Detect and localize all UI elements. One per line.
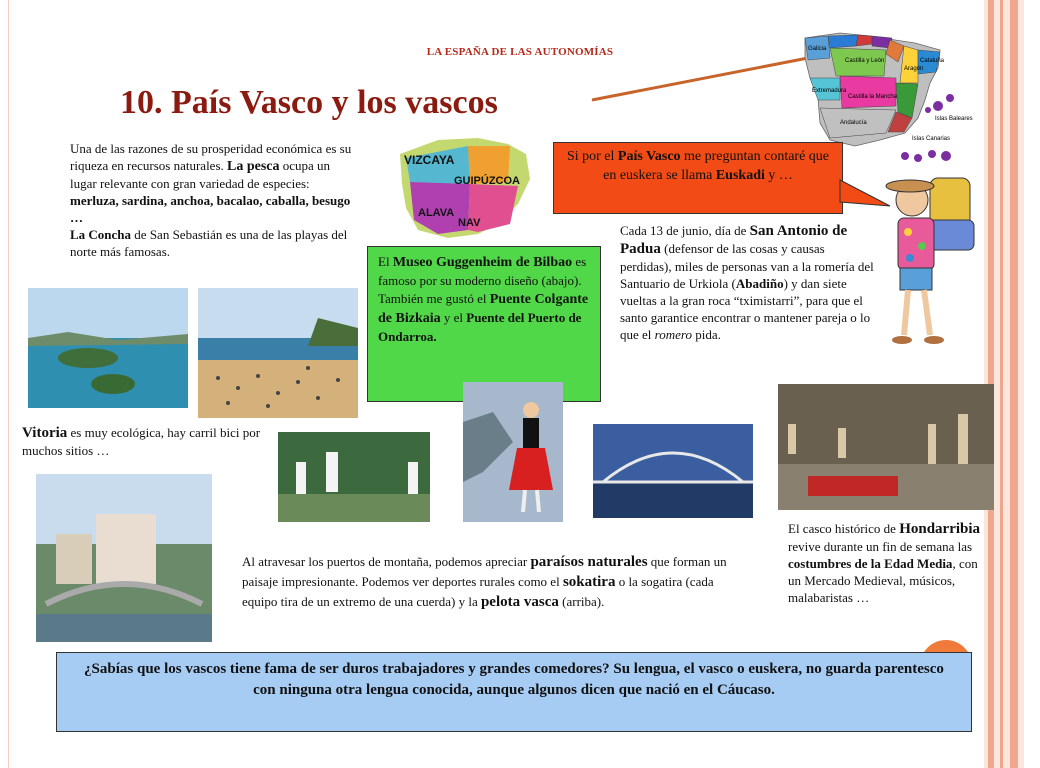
svg-text:Galicia: Galicia bbox=[808, 46, 827, 52]
vitoria-city-photo bbox=[36, 474, 212, 642]
vitoria-text: Vitoria es muy ecológica, hay carril bici por muchos sitios … bbox=[22, 425, 261, 458]
svg-text:ALAVA: ALAVA bbox=[418, 207, 455, 219]
beach-photo bbox=[198, 288, 358, 418]
bridge-photo bbox=[593, 424, 753, 518]
speech-bubble: Si por el País Vasco me preguntan contaré que en euskera se llama Euskadi y … bbox=[553, 142, 843, 214]
slide-title: 10. País Vasco y los vascos bbox=[120, 84, 498, 121]
san-antonio-text: Cada 13 de junio, día de San Antonio de Padua (defensor de las cosas y causas perdidas), miles de personas van a la romería del Santuario de Urkiola (Abadiño) y dan siete vueltas a la gran roca “tximistarri”, para que el santo garantice encontrar o mantener pareja o lo que el romero pida. bbox=[620, 223, 874, 342]
footer-box: ¿Sabías que los vascos tiene fama de ser duros trabajadores y grandes comedores? Su lengua, el vasco o euskera, no guarda parentesco con ninguna otra lengua conocida, aunque algunos dicen que nació en el Cáucaso. bbox=[56, 652, 972, 732]
slide-subtitle: LA ESPAÑA DE LAS AUTONOMÍAS bbox=[426, 46, 614, 58]
svg-text:VIZCAYA: VIZCAYA bbox=[404, 153, 455, 167]
svg-text:Castilla y León: Castilla y León bbox=[845, 58, 885, 64]
pelota-players-photo bbox=[278, 432, 430, 522]
svg-text:Islas Baleares: Islas Baleares bbox=[935, 116, 973, 122]
guggenheim-box: El Museo Guggenheim de Bilbao es famoso por su moderno diseño (abajo). También me gustó el Puente Colgante de Bizkaia y el Puente del Puerto de Ondarroa. bbox=[367, 246, 601, 402]
svg-text:Extremadura: Extremadura bbox=[812, 88, 847, 94]
intro-text: Una de las razones de su prosperidad económica es su riqueza en recursos naturales. La pesca ocupa un lugar relevante con gran variedad de especies: merluza, sardina, anchoa, bacalao, caballa, besugo … La Concha de San Sebastián es una de las playas del norte más famosas. bbox=[70, 141, 352, 259]
svg-text:Castilla la Mancha: Castilla la Mancha bbox=[848, 94, 898, 100]
svg-text:Andalucía: Andalucía bbox=[840, 120, 867, 126]
svg-text:Islas Canarias: Islas Canarias bbox=[912, 136, 951, 142]
paisajes-text: Al atravesar los puertos de montaña, podemos apreciar paraísos naturales que forman un paisaje impresionante. Podemos ver deportes rurales como el sokatira o la sogatira (cada equipo tira de un extremo de una cuerda) y la pelota vasca (arriba). bbox=[242, 554, 727, 610]
hondarribia-text: El casco histórico de Hondarribia revive durante un fin de semana las costumbres de la Edad Media, con un Mercado Medieval, músicos, malabaristas … bbox=[788, 521, 981, 605]
left-border-line bbox=[8, 0, 9, 768]
basque-map bbox=[398, 134, 538, 240]
svg-text:NAV: NAV bbox=[458, 217, 481, 229]
svg-text:Cataluña: Cataluña bbox=[920, 58, 945, 64]
svg-text:GUIPÚZCOA: GUIPÚZCOA bbox=[454, 175, 520, 187]
bay-photo bbox=[28, 288, 188, 408]
basque-dancer-photo bbox=[463, 382, 563, 522]
backpacker-cartoon-icon bbox=[880, 160, 995, 350]
svg-text:Aragón: Aragón bbox=[904, 66, 924, 72]
medieval-market-photo bbox=[778, 384, 994, 510]
